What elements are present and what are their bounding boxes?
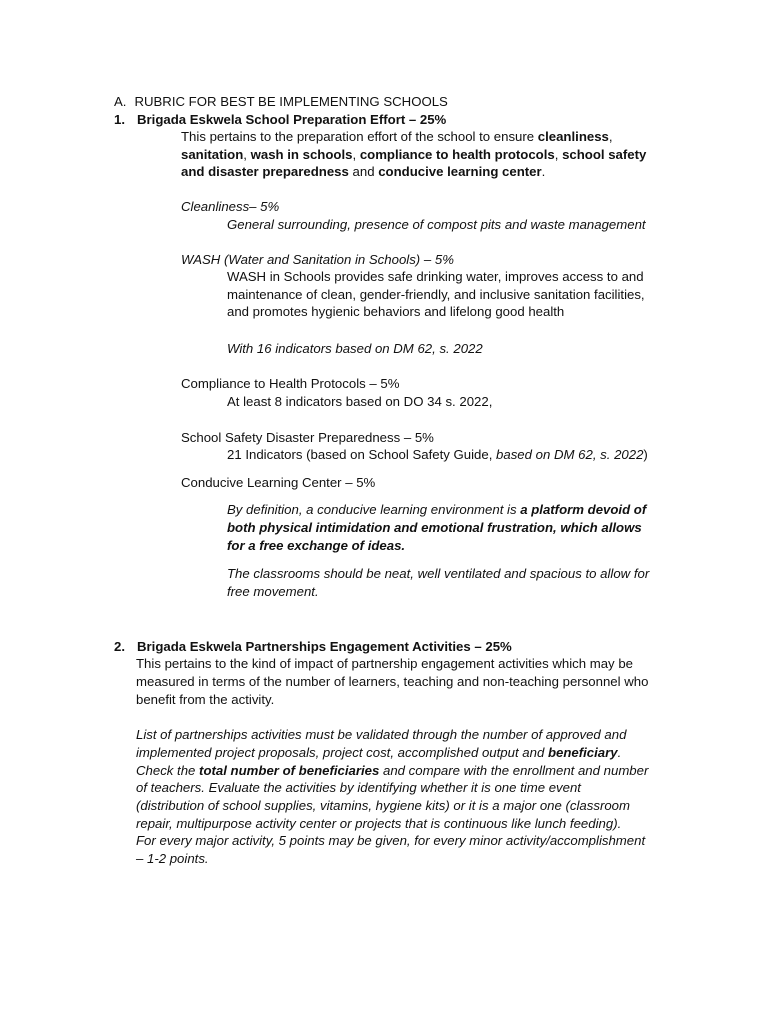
item-2-body-line-7: For every major activity, 5 points may be given, for every minor activity/accomplishment [136,833,646,848]
school-safety-text: ) [643,447,648,462]
wash-title: WASH (Water and Sanitation in Schools) – 5% [181,252,454,267]
item-2-number: 2. [114,639,125,654]
item-2-intro-line-3: benefit from the activity. [136,692,275,707]
conducive-learning-title: Conducive Learning Center – 5% [181,475,376,490]
intro-text: , [608,129,613,144]
section-a-heading [114,93,448,111]
health-protocols-title: Compliance to Health Protocols – 5% [181,376,400,391]
item-2-intro-line-2: measured in terms of the number of learners, teaching and non-teaching personnel who [136,674,649,689]
school-safety-reference: based on DM 62, s. 2022 [496,447,644,462]
item-2-heading [114,638,512,656]
wash-indicators-note: With 16 indicators based on DM 62, s. 2022 [227,341,483,356]
body-text: Check the [136,763,200,778]
body-emphasis-beneficiary: beneficiary [547,745,618,760]
intro-text: . [541,164,546,179]
school-safety-description [227,446,648,464]
intro-keyword-health: compliance to health protocols [359,147,555,162]
conducive-learning-p2-line-1: The classrooms should be neat, well ventilated and spacious to allow for [227,566,650,581]
conducive-learning-p1-line-1 [227,501,646,519]
section-a-marker: A. [114,94,127,109]
item-2-intro-line-1: This pertains to the kind of impact of partnership engagement activities which may be [136,656,633,671]
item-2-body-line-5: (distribution of school supplies, vitamins, hygiene kits) or it is a major one (classroom [136,798,630,813]
item-1-intro-line-2 [181,146,646,164]
intro-text: , [243,147,251,162]
intro-text: , [554,147,563,162]
item-2-body-line-4: of teachers. Evaluate the activities by identifying whether it is one time event [136,780,581,795]
conducive-learning-p1-line-3: for a free exchange of ideas. [227,538,406,553]
health-protocols-description: At least 8 indicators based on DO 34 s. 2022, [227,394,493,409]
definition-emphasis: a platform devoid of [520,502,647,517]
body-emphasis-total-beneficiaries: total number of beneficiaries [199,763,380,778]
definition-text: By definition, a conducive learning environment is [227,502,521,517]
intro-keyword-disaster: and disaster preparedness [181,164,349,179]
item-2-body-line-6: repair, multipurpose activity center or projects that is continuous like lunch feeding). [136,816,622,831]
wash-description-line-1: WASH in Schools provides safe drinking water, improves access to and [227,269,644,284]
wash-description-line-2: maintenance of clean, gender-friendly, and inclusive sanitation facilities, [227,287,645,302]
intro-keyword-wash: wash in schools [250,147,353,162]
item-2-title: Brigada Eskwela Partnerships Engagement Activities – 25% [137,639,512,654]
item-1-heading [114,111,446,129]
item-1-number: 1. [114,112,125,127]
conducive-learning-p1-line-2: both physical intimidation and emotional frustration, which allows [227,520,642,535]
intro-keyword-cleanliness: cleanliness [537,129,609,144]
school-safety-text: 21 Indicators (based on School Safety Guide, [227,447,497,462]
wash-description-line-3: and promotes hygienic behaviors and lifelong good health [227,304,565,319]
school-safety-title: School Safety Disaster Preparedness – 5% [181,430,434,445]
intro-keyword-sanitation: sanitation [181,147,244,162]
body-text: and compare with the enrollment and number [379,763,649,778]
section-a-title: RUBRIC FOR BEST BE IMPLEMENTING SCHOOLS [134,94,448,109]
item-2-body-line-8: – 1-2 points. [136,851,209,866]
item-1-intro-line-1 [181,128,613,146]
cleanliness-title: Cleanliness– 5% [181,199,280,214]
item-2-body-line-2 [136,744,621,762]
intro-keyword-safety: school safety [562,147,647,162]
body-text: . [617,745,622,760]
item-1-intro-line-3 [181,163,545,181]
conducive-learning-p2-line-2: free movement. [227,584,319,599]
cleanliness-description: General surrounding, presence of compost pits and waste management [227,217,646,232]
item-1-title: Brigada Eskwela School Preparation Effort – 25% [137,112,447,127]
intro-text: This pertains to the preparation effort of the school to ensure [181,129,538,144]
item-2-body-line-1: List of partnerships activities must be validated through the number of approved and [136,727,627,742]
item-2-body-line-3 [136,762,648,780]
intro-text: , [352,147,360,162]
intro-text: and [348,164,379,179]
body-text: implemented project proposals, project cost, accomplished output and [136,745,548,760]
intro-keyword-learning: conducive learning center [378,164,542,179]
